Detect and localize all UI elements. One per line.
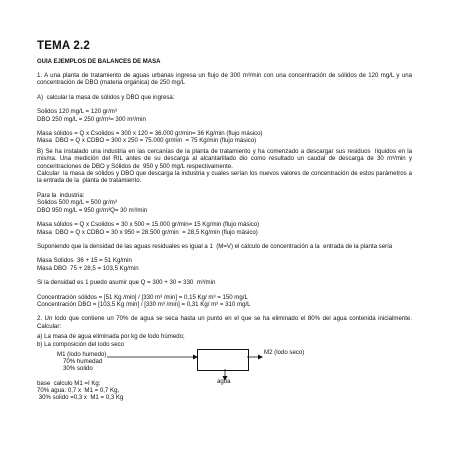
industry-heading: Para la industria: [37, 191, 85, 199]
m1-solid: 30% solido [63, 364, 93, 372]
exercise-1-statement: 1. A una planta de tratamiento de aguas urbanas ingresa un flujo de 300 m³/min con una concentración de sólidos de 120 mg/L y una concentración de DBO (materia orgánica) de 250 mg/L [37, 72, 414, 87]
exercise-2-item-a: a) La masa de agua eliminada por kg de lodo húmedo; [37, 333, 185, 341]
solid-calculation: 30% solido =0,3 x M1 = 0,3 Kg [37, 393, 124, 401]
part-a-heading: A) calcular la masa de sólidos y DBO que ingresa: [37, 93, 175, 101]
water-label: agua [217, 377, 231, 385]
inlet-arrow [107, 353, 199, 361]
dryer-box [197, 349, 249, 371]
part-b-statement: B) Se ha instalado una industria en las cercanías de la planta de tratamiento y ha comenzado a descargar sus residuos líquidos en la misma. Una medición del RIL antes de su descarga al alcantarillado dio como resultado un caudal de descarga de 30 m³/min y concentraciones de DBO y Sólidos de 950 y 500 mg/L respectivamente. [37, 147, 414, 170]
industry-mass-solids: Masa sólidos = Q x Csolidos = 30 x 500 = 15.000 gr/min= 15 Kg/min (flujo másico) [37, 221, 260, 229]
total-mass-solids: Masa Solidos 36 + 15 = 51 Kg/min [37, 257, 132, 265]
drying-diagram [37, 348, 412, 410]
outlet-arrow [247, 353, 263, 361]
m2-label: M2 (lodo seco) [264, 348, 305, 356]
calculation-base: base calculo M1 =I Kg: [37, 379, 101, 387]
industry-solids-conversion: Solidos 500 mg/L = 500 gr/m³ [37, 199, 117, 207]
dbo-conversion: DBO 250 mg/L = 250 gr/m³= 300 m³/min [37, 115, 146, 123]
concentration-dbo: Concentración DBO = [103,5 Kg /min] / [330 m³ /min] = 0,31 Kg/ m³ = 310 mg/L [37, 300, 251, 308]
concentration-solids: Concentración sólidos = [51 Kg /min] / [330 m³ /min] = 0,15 Kg/ m³ = 150 mg/L [37, 293, 248, 301]
part-b-question: Calcular la masa de sólidos y DBO que descarga la industria y cuales serían los nuevos valores de concentración de estos parámetros a la entrada de la planta de tratamiento. [37, 170, 414, 185]
page-subtitle: GUIA EJEMPLOS DE BALANCES DE MASA [37, 59, 161, 65]
density-assumption: Suponiendo que la densidad de las aguas residuales es igual a 1 (M=V) el cálculo de concentración a la entrada de la planta sería [37, 242, 393, 250]
m1-water: 70% humedad [63, 357, 103, 365]
industry-dbo-conversion: DBO 950 mg/L = 950 gr/m³Q= 30 m³/min [37, 206, 148, 214]
industry-mass-dbo: Masa DBO = Q x CDBO = 30 x 950 = 28.500 gr/min = 28,5 Kg/min (flujo másico) [37, 228, 258, 236]
mass-solids-calc: Masa sólidos = Q x Csolidos = 300 x 120 = 36.000 gr/min= 36 Kg/min (flujo másico) [37, 130, 263, 138]
mass-dbo-calc: Masa DBO = Q x CDBO = 300 x 250 = 75.000 gr/min = 75 Kg/min (flujo másico) [37, 137, 257, 145]
water-calculation: 70% agua: 0,7 x M1 = 0,7 Kg, [37, 386, 120, 394]
m1-label: M1 (lodo humedo) [57, 350, 107, 358]
exercise-2-statement: 2. Un lodo que contiene un 70% de agua se seca hasta un punto en el que se ha eliminado el 80% del agua contenida inicialmente. Calcular: [37, 315, 414, 330]
exercise-2-item-b: b) La composición del lodo seco [37, 340, 125, 348]
total-flow: Si la densidad es 1 puedo asumir que Q = 300 + 30 = 330 m³/min [37, 279, 216, 287]
page-title: TEMA 2.2 [37, 40, 90, 52]
solids-conversion: Solidos 120 mg/L = 120 gr/m³ [37, 108, 117, 116]
total-mass-dbo: Masa DBO 75 + 28,5 = 103,5 Kg/min [37, 264, 139, 272]
